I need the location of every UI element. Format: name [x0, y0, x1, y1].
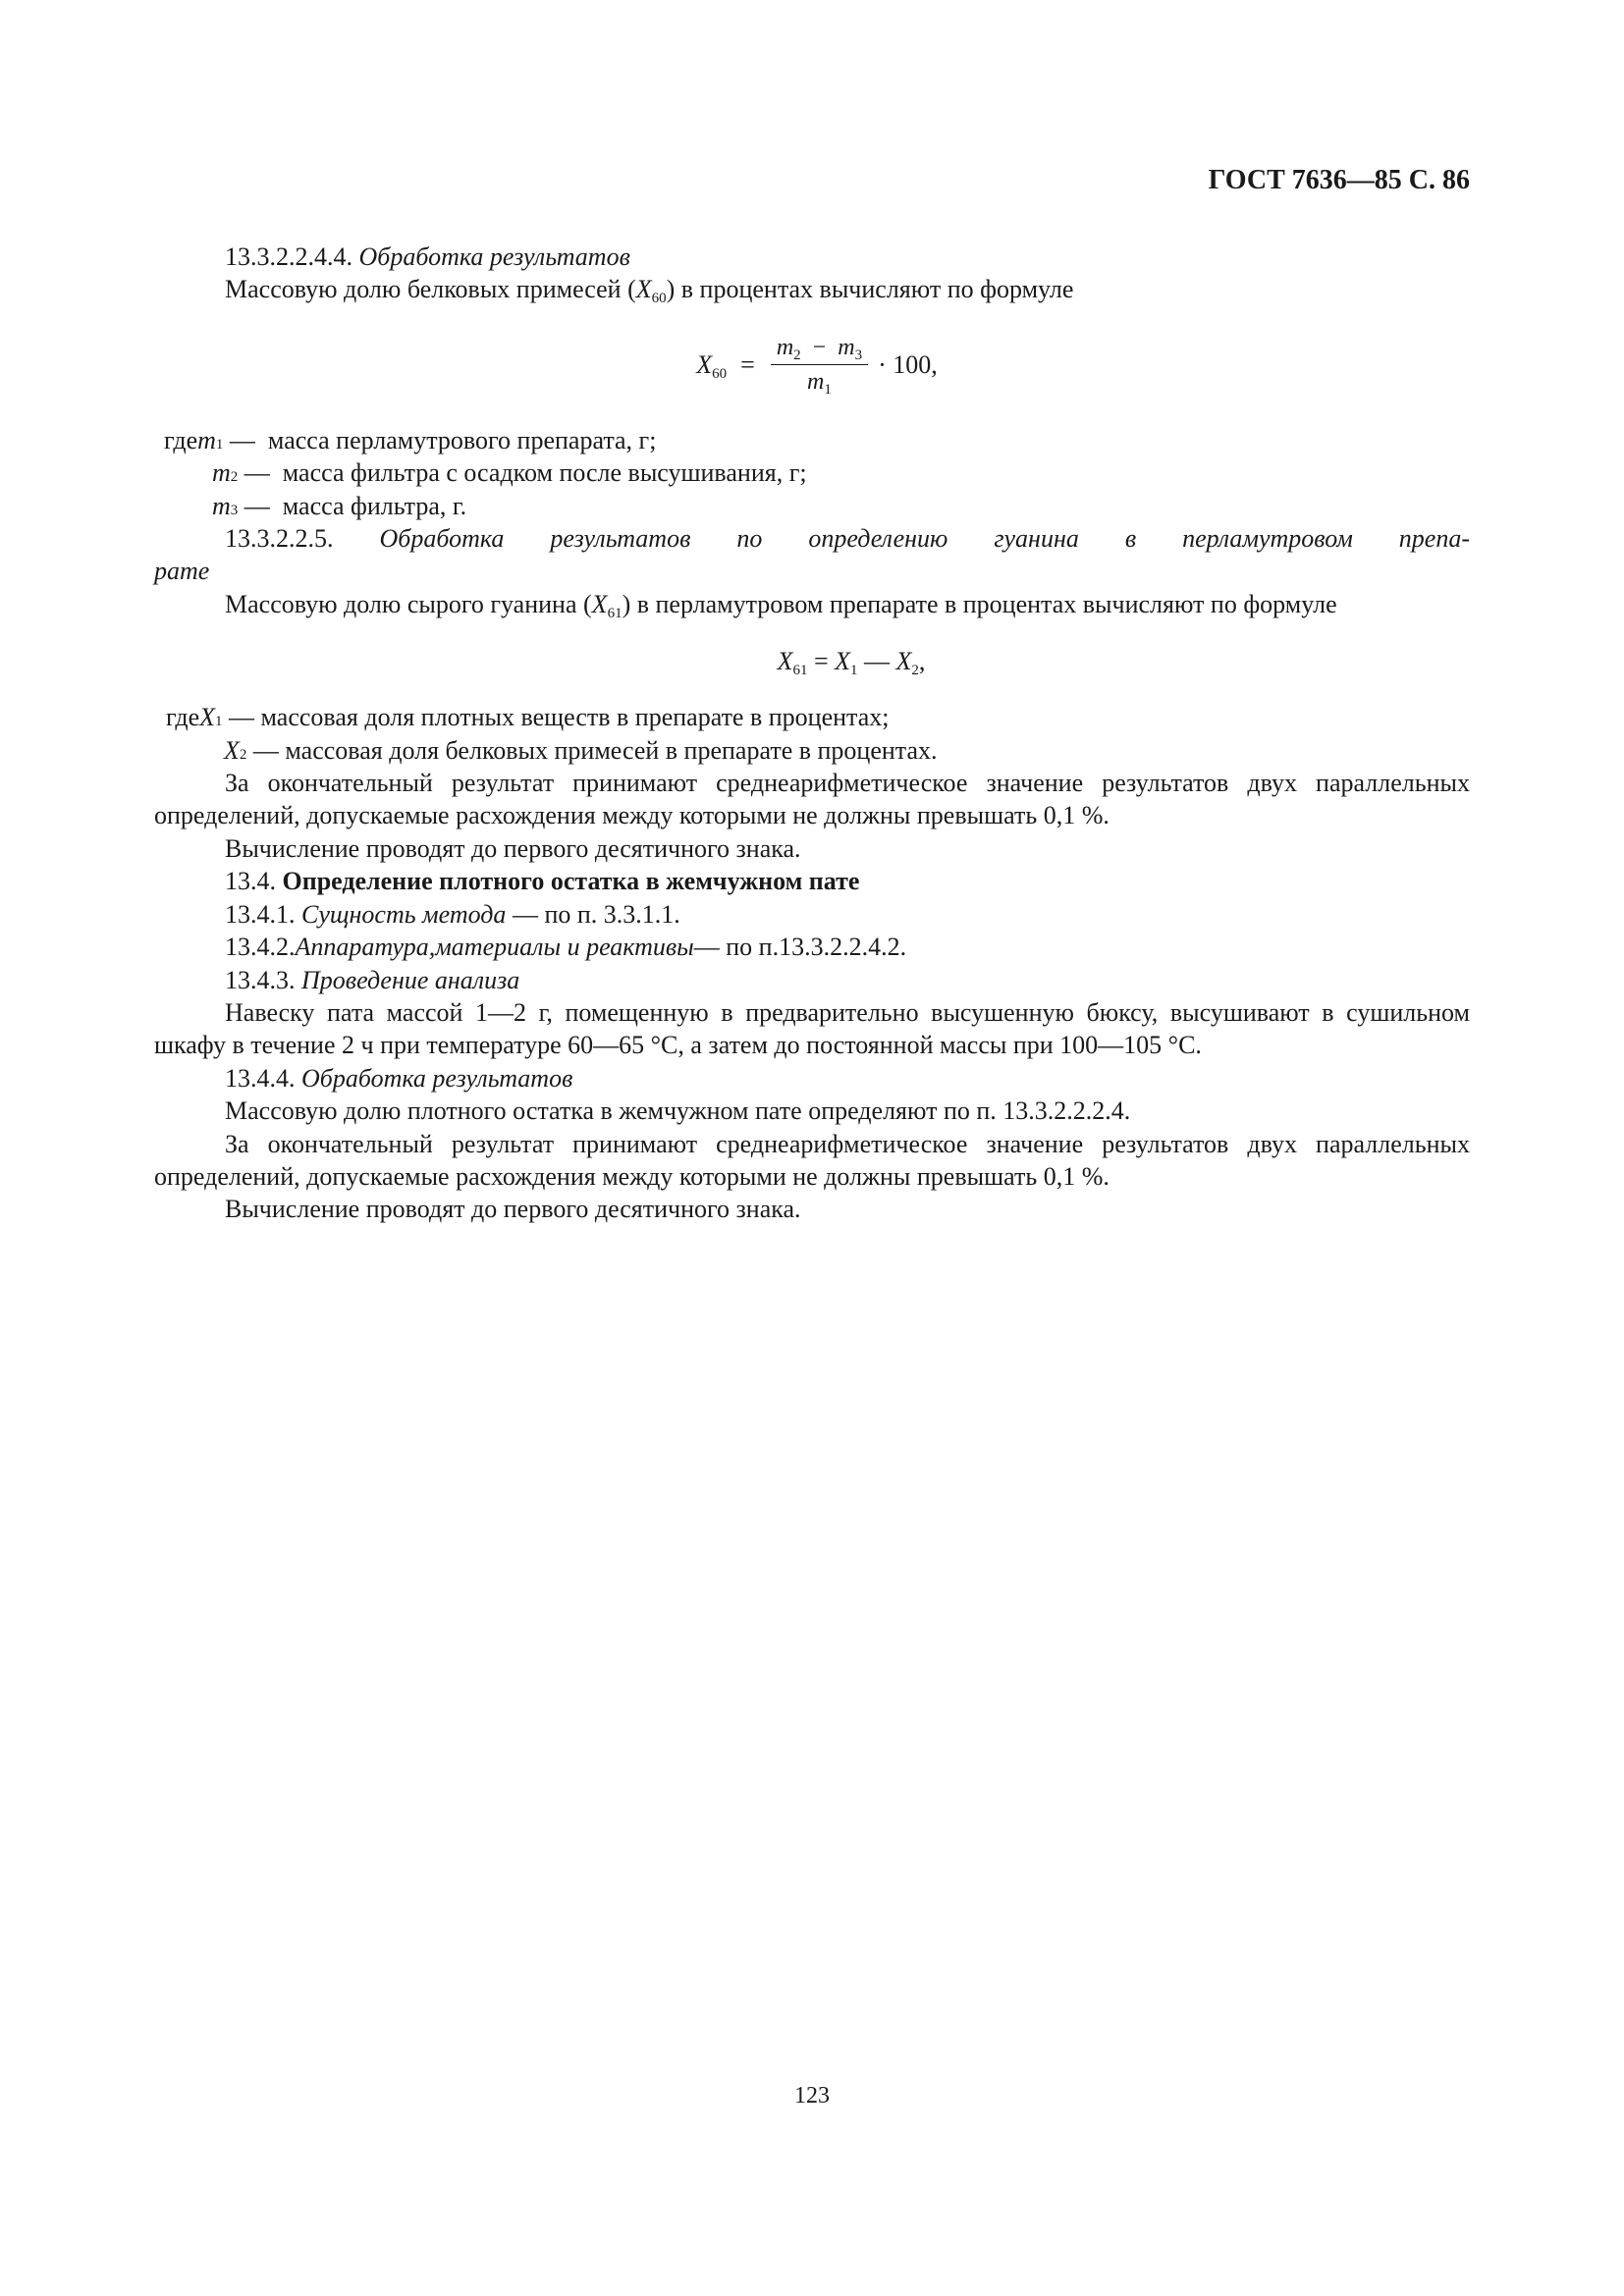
where-item: m 3 — масса фильтра, г.: [212, 491, 467, 520]
section-heading: Определение плотного остатка в жемчужном пате: [282, 867, 860, 896]
paragraph-calculation-2: Вычисление проводят до первого десятичного знака.: [225, 1195, 801, 1224]
paragraph-x61-intro: Массовую долю сырого гуанина $(X_{61})$ в перламутровом препарате в процентах вычисляют по формуле: [225, 589, 1337, 621]
section-title-continuation: рате: [154, 557, 210, 586]
formula-x60: $X_{60}$ = $\frac{m_2 - m_3}{m_1}$ · 100,: [696, 335, 938, 399]
section-13-3-2-2-5: 13.3.2.2.5. Обработка результатов по определению гуанина в перламутровом препа-: [225, 524, 1470, 554]
where-item: X 2 — массовая доля белковых примесей в препарате в процентах.: [224, 735, 938, 765]
formula-fraction: [771, 334, 868, 399]
fraction-numerator: $m_2 - m_3$: [771, 334, 868, 365]
section-13-4-3: 13.4.3. Проведение анализа: [225, 965, 520, 994]
section-title: Обработка результатов: [358, 242, 630, 271]
fraction-denominator: $m_1$: [807, 369, 832, 399]
paragraph-final-result-1: За окончательный результат принимают среднеарифметическое значение результатов двух параллельных определений, допускаемые расхождения между которыми не должны превышать 0,1 %.: [154, 769, 1470, 830]
where-item: где X 1 — массовая доля плотных веществ в препарате в процентах;: [166, 703, 890, 732]
page-number: 123: [794, 2083, 830, 2109]
paragraph-x60-intro: Массовую долю белковых примесей $(X_{60})$ в процентах вычисляют по формуле: [225, 275, 1074, 307]
section-13-4-2: 13.4.2.Аппаратура,материалы и реактивы— по п.13.3.2.2.4.2.: [225, 933, 907, 962]
paragraph-calculation-1: Вычисление проводят до первого десятичного знака.: [225, 833, 801, 863]
where-item: где m 1 — масса перламутрового препарата, г;: [164, 425, 657, 454]
section-13-4: 13.4. Определение плотного остатка в жемчужном пате: [225, 867, 860, 896]
section-13-4-4: 13.4.4. Обработка результатов: [225, 1063, 573, 1093]
where-list-1: [164, 424, 1470, 522]
formula-x61: $X_{61} = X_1$ — $X_2$,: [777, 646, 926, 678]
paragraph-final-result-2: За окончательный результат принимают среднеарифметическое значение результатов двух параллельных определений, допускаемые расхождения между которыми не должны превышать 0,1 %.: [154, 1129, 1470, 1191]
where-item: m 2 — масса фильтра с осадком после высушивания, г;: [212, 458, 807, 488]
paragraph-dry-residue: Массовую долю плотного остатка в жемчужном пате определяют по п. 13.3.2.2.2.4.: [225, 1096, 1131, 1126]
section-13-4-1: 13.4.1. Сущность метода — по п. 3.3.1.1.: [225, 899, 680, 929]
page-header: ГОСТ 7636—85 С. 86: [1208, 165, 1470, 195]
page-body: [154, 240, 1470, 1226]
paragraph-procedure: Навеску пата массой 1—2 г, помещенную в предварительно высушенную бюксу, высушивают в сушильном шкафу в течение 2 ч при температуре 60—65 °С, а затем до постоянной массы при 100—105 °С.: [154, 997, 1470, 1060]
section-13-3-2-2-4-4: 13.3.2.2.4.4. Обработка результатов: [225, 242, 630, 271]
where-list-2: [166, 701, 1470, 767]
